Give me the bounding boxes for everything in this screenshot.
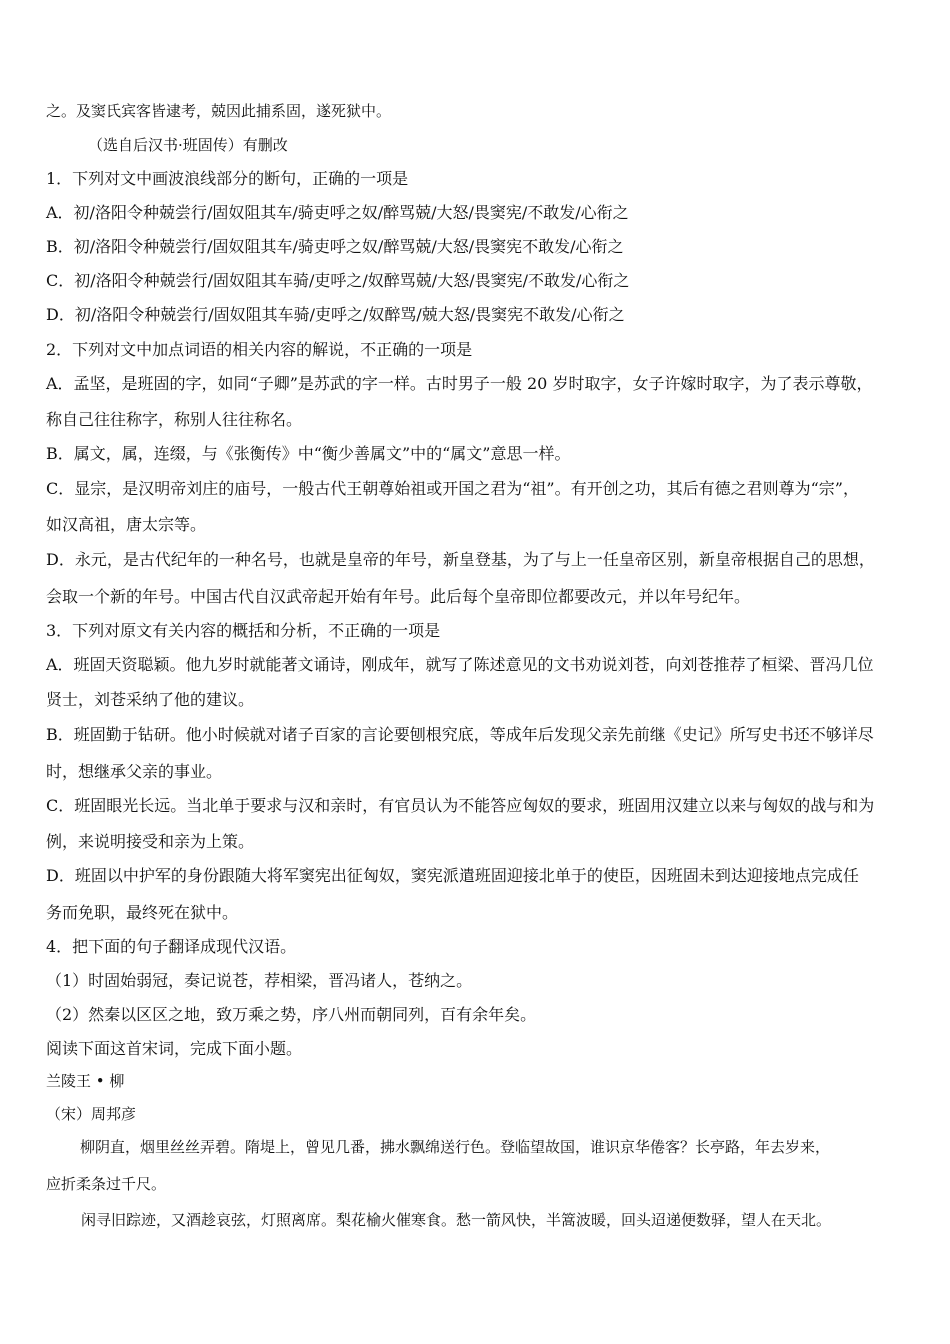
q3-option-b-line2: 时，想继承父亲的事业。 — [46, 762, 223, 781]
q2-option-c-line2: 如汉高祖，唐太宗等。 — [46, 515, 207, 534]
q1-option-a: A．初/洛阳令种兢尝行/固奴阻其车/骑吏呼之奴/醉骂兢/大怒/畏窦宪/不敢发/心衔之 — [46, 203, 629, 222]
q1-option-c: C．初/洛阳令种兢尝行/固奴阻其车骑/吏呼之/奴醉骂兢/大怒/畏窦宪/不敢发/心衔之 — [46, 271, 630, 290]
question-3-stem: 3．下列对原文有关内容的概括和分析，不正确的一项是 — [46, 621, 441, 640]
q3-option-c-line1: C．班固眼光长远。当北单于要求与汉和亲时，有官员认为不能答应匈奴的要求，班固用汉建立以来与匈奴的战与和为 — [46, 796, 875, 815]
q1-option-d: D．初/洛阳令种兢尝行/固奴阻其车骑/吏呼之/奴醉骂/兢大怒/畏窦宪不敢发/心衔之 — [46, 305, 625, 324]
q3-option-b-line1: B．班固勤于钻研。他小时候就对诸子百家的言论要刨根究底，等成年后发现父亲先前继《史记》所写史书还不够详尽 — [46, 725, 874, 744]
q3-option-c-line2: 例，来说明接受和亲为上策。 — [46, 832, 255, 851]
poem-author: （宋）周邦彦 — [46, 1105, 137, 1123]
q2-option-d-line1: D．永元，是古代纪年的一种名号，也就是皇帝的年号，新皇登基，为了与上一任皇帝区别，新皇帝根据自己的思想， — [46, 550, 875, 569]
q2-option-d-line2: 会取一个新的年号。中国古代自汉武帝起开始有年号。此后每个皇帝即位都要改元，并以年号纪年。 — [46, 587, 751, 606]
q1-option-b: B．初/洛阳令种兢尝行/固奴阻其车/骑吏呼之奴/醉骂兢/大怒/畏窦宪不敢发/心衔之 — [46, 237, 624, 256]
q2-option-c-line1: C．显宗，是汉明帝刘庄的庙号，一般古代王朝尊始祖或开国之君为“祖”。有开创之功，其后有德之君则尊为“宗”， — [46, 479, 859, 498]
poem-stanza-1-line2: 应折柔条过千尺。 — [46, 1175, 167, 1193]
question-4-stem: 4．把下面的句子翻译成现代汉语。 — [46, 937, 297, 956]
q3-option-a-line1: A．班固天资聪颖。他九岁时就能著文诵诗，刚成年，就写了陈述意见的文书劝说刘苍，向刘苍推荐了桓梁、晋冯几位 — [46, 655, 874, 674]
q3-option-d-line1: D．班固以中护军的身份跟随大将军窦宪出征匈奴，窦宪派遣班固迎接北单于的使臣，因班固未到达迎接地点完成任 — [46, 866, 859, 885]
source-note: （选自后汉书·班固传）有删改 — [88, 136, 288, 154]
poem-instruction: 阅读下面这首宋词，完成下面小题。 — [46, 1039, 303, 1058]
question-1-stem: 1．下列对文中画波浪线部分的断句，正确的一项是 — [46, 169, 409, 188]
poem-stanza-2: 闲寻旧踪迹，又酒趁哀弦，灯照离席。梨花榆火催寒食。愁一箭风快，半篙波暖，回头迢递便数驿，望人在天北。 — [81, 1211, 832, 1229]
q2-option-a-line1: A．孟坚，是班固的字，如同“子卿”是苏武的字一样。古时男子一般 20 岁时取字，女子许嫁时取字，为了表示尊敬， — [46, 374, 873, 393]
q3-option-a-line2: 贤士，刘苍采纳了他的建议。 — [46, 690, 255, 709]
passage-end-line: 之。及窦氏宾客皆逮考，兢因此捕系固，遂死狱中。 — [46, 102, 392, 120]
poem-title: 兰陵王 • 柳 — [46, 1072, 125, 1090]
q4-sentence-1: （1）时固始弱冠，奏记说苍，荐相梁，晋冯诸人，苍纳之。 — [46, 971, 473, 990]
q4-sentence-2: （2）然秦以区区之地，致万乘之势，序八州而朝同列，百有余年矣。 — [46, 1005, 537, 1024]
poem-stanza-1-line1: 柳阴直，烟里丝丝弄碧。隋堤上，曾见几番，拂水飘绵送行色。登临望故国，谁识京华倦客？长亭路，年去岁来， — [80, 1138, 831, 1156]
question-2-stem: 2．下列对文中加点词语的相关内容的解说，不正确的一项是 — [46, 340, 473, 359]
q3-option-d-line2: 务而免职，最终死在狱中。 — [46, 903, 239, 922]
q2-option-b: B．属文，属，连缀，与《张衡传》中“衡少善属文”中的“属文”意思一样。 — [46, 444, 571, 463]
q2-option-a-line2: 称自己往往称字，称别人往往称名。 — [46, 410, 303, 429]
